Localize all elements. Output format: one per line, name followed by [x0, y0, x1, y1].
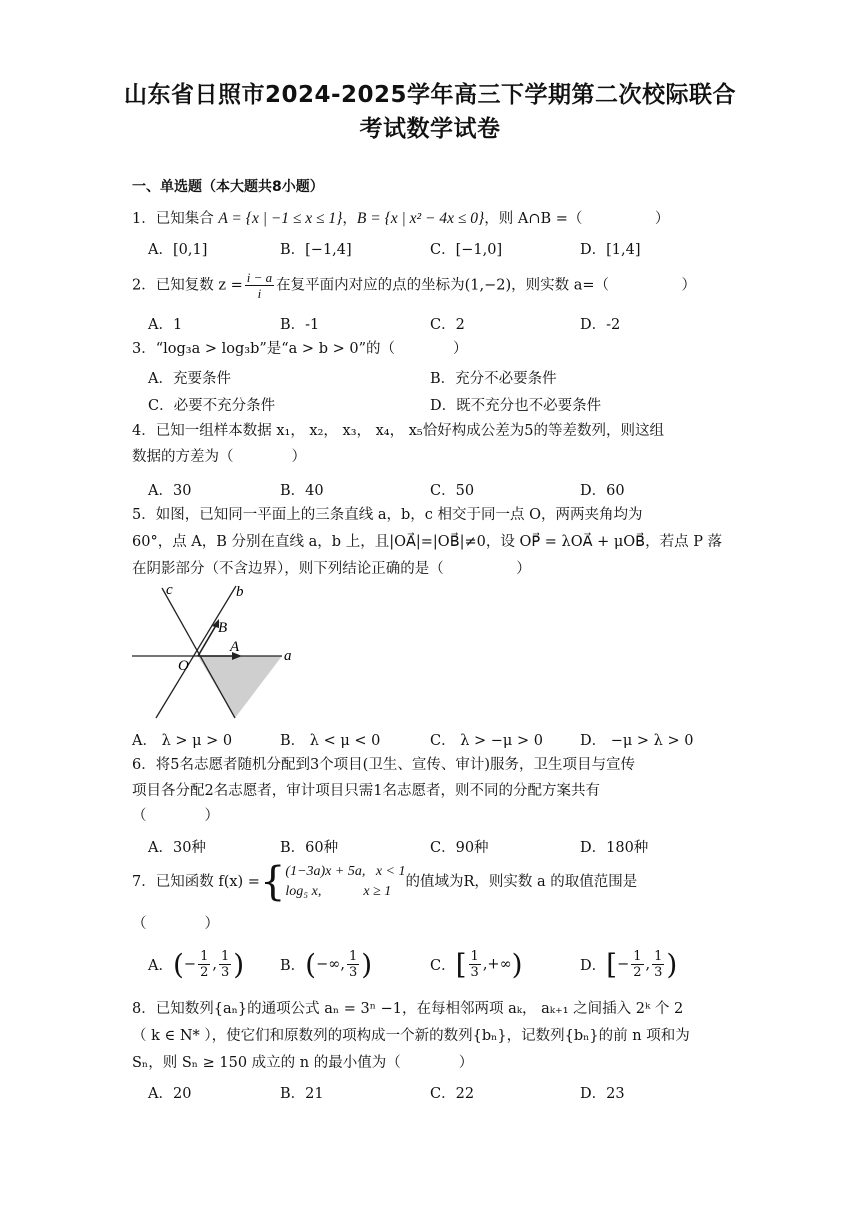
- q7-option-c-frac: [469, 949, 481, 980]
- q7-option-c-left: [: [455, 948, 467, 981]
- q7-stem-a: 7．已知函数 f(x) =: [132, 874, 260, 890]
- question-7: [132, 859, 638, 905]
- q7-option-a-neg: −: [183, 956, 197, 973]
- q2-frac-num: i − a: [246, 270, 273, 285]
- label-point-b: B: [218, 620, 228, 636]
- q7-option-a: A．(− $\frac{1}{2}$ , $\frac{1}{3}$ ): [148, 948, 245, 981]
- q3-option-c: C．必要不充分条件: [148, 398, 276, 414]
- q4-option-c: C．50: [430, 483, 475, 499]
- q1-stem-a: 1．已知集合: [132, 211, 219, 227]
- shaded-region: [198, 656, 282, 718]
- q5-option-c: C． λ > −μ > 0: [430, 733, 543, 749]
- section-heading: 一、单选题（本大题共8小题）: [132, 179, 324, 195]
- q7-a-n1: 1: [200, 949, 209, 964]
- q7-option-a-letter: A．: [148, 958, 173, 974]
- q3-option-a: A．充要条件: [148, 371, 231, 387]
- vector-ob: [198, 622, 218, 656]
- q7-piece1-cond: x < 1: [375, 864, 406, 879]
- q7-option-c-right: ): [511, 948, 523, 981]
- q1-set-a: A = {x | −1 ≤ x ≤ 1}: [218, 210, 343, 227]
- q1-option-d: D．[1,4]: [580, 242, 641, 258]
- q7-option-b-left: (: [305, 948, 317, 981]
- line-c: [162, 588, 235, 718]
- q7-option-d-right: ): [666, 948, 678, 981]
- q7-a-d2: 3: [220, 965, 230, 980]
- q1-stem-c: ，则 A∩B =（ ）: [484, 211, 670, 227]
- q7-option-c-text: ,+∞: [482, 956, 512, 973]
- q2-option-b: B．-1: [280, 317, 320, 333]
- q4-option-b: B．40: [280, 483, 324, 499]
- question-7-line2: （ ）: [132, 916, 219, 932]
- q5-figure: [128, 580, 308, 720]
- question-2: [132, 270, 696, 301]
- q7-c-n1: 1: [470, 949, 479, 964]
- q7-d-d1: 2: [633, 965, 642, 980]
- q7-a-n2: 1: [220, 949, 230, 964]
- q7-option-b-frac: [347, 949, 359, 980]
- label-c: c: [166, 582, 173, 598]
- q7-option-b-text: −∞,: [316, 956, 345, 973]
- question-3: 3．“log₃a > log₃b”是“a > b > 0”的（ ）: [132, 341, 468, 357]
- label-o: O: [178, 658, 189, 674]
- q7-option-a-right: ): [233, 948, 245, 981]
- q7-option-a-frac2: [219, 949, 231, 980]
- question-6-line1: 6．将5名志愿者随机分配到3个项目(卫生、宣传、审计)服务，卫生项目与宣传: [132, 757, 635, 773]
- q7-piece2: [285, 884, 391, 899]
- label-point-a: A: [230, 639, 240, 655]
- question-6-line3: （ ）: [132, 808, 219, 824]
- q2-fraction: [245, 270, 274, 301]
- q3-option-d: D．既不充分也不必要条件: [430, 398, 602, 414]
- q2-option-a: A．1: [148, 317, 183, 333]
- q5-option-a: A． λ > μ > 0: [132, 733, 233, 749]
- q8-option-b: B．21: [280, 1086, 324, 1102]
- question-8-line3: Sₙ，则 Sₙ ≥ 150 成立的 n 的最小值为（ ）: [132, 1055, 474, 1071]
- q1-set-b: B = {x | x² − 4x ≤ 0}: [356, 210, 485, 227]
- question-1: [132, 206, 669, 232]
- q7-option-b: [280, 948, 372, 981]
- question-8-line2: （ k ∈ N* ），使它们和原数列的项构成一个新的数列{bₙ}，记数列{bₙ}的前 n 项和为: [132, 1028, 690, 1044]
- q7-stem-b: 的值域为R，则实数 a 的取值范围是: [405, 874, 638, 890]
- q7-option-d-left: [: [606, 948, 618, 981]
- q7-option-c: [430, 948, 523, 981]
- q6-option-d: D．180种: [580, 840, 649, 856]
- q7-option-b-right: ): [361, 948, 373, 981]
- q7-option-d-letter: D．: [580, 958, 607, 974]
- q5-option-d: D． −μ > λ > 0: [580, 733, 694, 749]
- q2-stem-a: 2．已知复数 z =: [132, 277, 243, 294]
- q2-option-c: C．2: [430, 317, 465, 333]
- q8-option-c: C．22: [430, 1086, 475, 1102]
- question-5-line1: 5．如图，已知同一平面上的三条直线 a，b，c 相交于同一点 O，两两夹角均为: [132, 507, 643, 523]
- q7-option-a-left: (: [172, 948, 184, 981]
- q7-piece2-cond: x ≥ 1: [363, 884, 392, 899]
- q6-option-b: B．60种: [280, 840, 339, 856]
- q7-option-c-letter: C．: [430, 958, 456, 974]
- q4-option-d: D．60: [580, 483, 625, 499]
- q4-option-a: A．30: [148, 483, 192, 499]
- q7-option-b-letter: B．: [280, 958, 306, 974]
- q7-option-a-frac1: [198, 949, 210, 980]
- q7-d-n2: 1: [654, 949, 663, 964]
- question-4-line2: 数据的方差为（ ）: [132, 449, 306, 465]
- q6-option-c: C．90种: [430, 840, 489, 856]
- q7-option-d-frac2: [652, 949, 664, 980]
- q7-b-n2: 1: [348, 949, 358, 964]
- q7-piece1-expr: (1−3a)x + 5a,: [285, 864, 366, 879]
- q5-option-b: B． λ < μ < 0: [280, 733, 381, 749]
- question-8-line1: 8．已知数列{aₙ}的通项公式 aₙ = 3ⁿ −1，在每相邻两项 aₖ， aₖ₊₁ 之间插入 2ᵏ 个 2: [132, 1001, 684, 1017]
- q7-b-d2: 3: [348, 965, 358, 980]
- exam-title-line2: 考试数学试卷: [359, 116, 501, 142]
- q2-stem-b: 在复平面内对应的点的坐标为(1,−2)，则实数 a=（ ）: [276, 277, 697, 294]
- q7-brace: {: [259, 859, 286, 905]
- q7-piece1: [285, 864, 405, 879]
- q1-stem-b: ，: [342, 211, 357, 227]
- q7-d-n1: 1: [633, 949, 642, 964]
- question-5-line2: 60°，点 A，B 分别在直线 a，b 上，且|OA⃗|=|OB⃗|≠0，设 OP⃗ = λOA⃗ + μOB⃗，若点 P 落: [132, 534, 723, 550]
- question-6-line2: 项目各分配2名志愿者，审计项目只需1名志愿者，则不同的分配方案共有: [132, 783, 600, 799]
- q6-option-a: A．30种: [148, 840, 206, 856]
- q7-piecewise: [285, 862, 405, 902]
- q7-option-d-neg: −: [617, 956, 630, 973]
- q2-option-d: D．-2: [580, 317, 621, 333]
- q7-option-d: D．[− $\frac{1}{2}$ , $\frac{1}{3}$ ): [580, 948, 678, 981]
- q1-option-b: B．[−1,4]: [280, 242, 352, 258]
- q1-option-c: C．[−1,0]: [430, 242, 503, 258]
- q7-option-d-frac1: [631, 949, 643, 980]
- q3-option-b: B．充分不必要条件: [430, 371, 557, 387]
- q2-frac-den: i: [257, 286, 262, 301]
- q8-option-a: A．20: [148, 1086, 192, 1102]
- question-4-line1: 4．已知一组样本数据 x₁， x₂， x₃， x₄， x₅恰好构成公差为5的等差数列，则这组: [132, 423, 664, 439]
- exam-title-line1: 山东省日照市2024-2025学年高三下学期第二次校际联合: [123, 82, 737, 108]
- q7-d-d2: 3: [654, 965, 663, 980]
- label-b: b: [236, 584, 244, 600]
- q8-option-d: D．23: [580, 1086, 625, 1102]
- q7-a-d1: 2: [200, 965, 209, 980]
- question-5-line3: 在阴影部分（不含边界），则下列结论正确的是（ ）: [132, 561, 531, 577]
- q1-option-a: A．[0,1]: [148, 242, 208, 258]
- q7-piece2-expr: log₅ x,: [285, 884, 322, 899]
- q7-c-d1: 3: [470, 965, 479, 980]
- label-a: a: [284, 648, 292, 664]
